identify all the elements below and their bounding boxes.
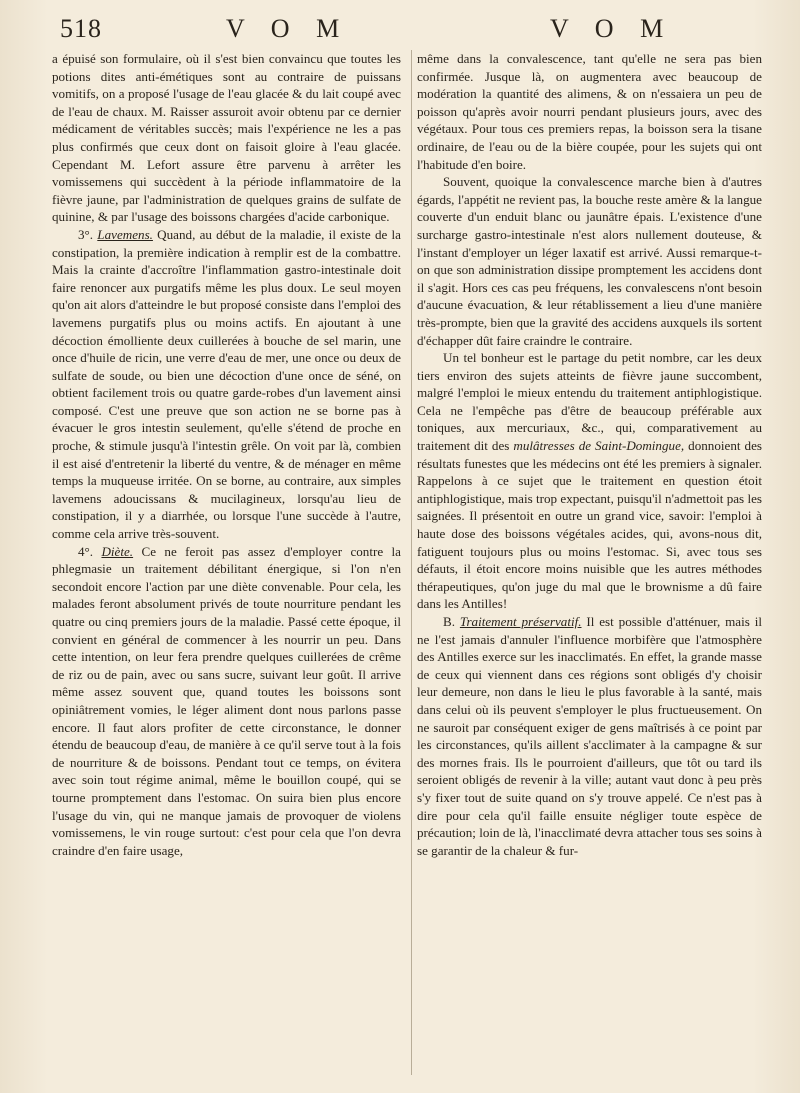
paragraph-diete (52, 543, 401, 860)
paragraph-text: Ce ne feroit pas assez d'employer contre la phlegmasie un traitement débilitant énergique, si l'on n'en secondoit encore l'action par une diète convenable. Pour cela, les malades feront absolument privés de toute nourriture pendant les quatre ou cinq premiers jours de la maladie. Passé cette époque, il convient en général de commencer à les nourrir un peu. Dans cette intention, on leur fera prendre quelques cuillerées de crême de riz ou de pain, avec ou sans sucre, suivant leur goût. Il arrive même assez souvent que, quand toutes les boissons sont opiniâtrement vomies, le léger aliment dont nous parlons passe encore. Il faut alors profiter de cette circonstance, le donner étendu de beaucoup d'eau, de manière à ce qu'il serve tout à la fois de nourriture & de boissons. Pendant tout ce temps, on évitera avec soin tout régime animal, même le bouillon coupé, qui se tourne promptement dans l'estomac. On suira bien plus encore l'usage du vin, qui ne manque jamais de provoquer de violens vomissemens, le vin rouge surtout: c'est pour cela que l'on devra craindre d'en faire usage, (52, 543, 401, 858)
paragraph (417, 349, 762, 613)
section-title: Traitement préservatif. (459, 614, 582, 629)
section-number: 3°. (78, 226, 94, 242)
paragraph: Souvent, quoique la convalescence marche bien à d'autres égards, l'appétit ne revient pas, la bouche reste amère & la langue couverte d'un enduit blanc ou jaunâtre épais. L'existence d'une surcharge gastro-intestinale n'est alors nullement douteuse, & l'instant d'employer un léger laxatif est arrivé. Aussi remarque-t-on que son administration dissipe promptement les accidens dont il s'agit. Hors ces cas peu fréquens, les convalescens n'ont besoin d'aucune évacuation, & leur rétablissement a lieu d'une manière très-prompte, bien que la gravité des accidens auxquels ils sortent d'échapper dût faire craindre le contraire. (417, 174, 762, 348)
section-number: 4°. (78, 543, 94, 559)
right-column (407, 50, 762, 1075)
section-number: B. (443, 614, 456, 629)
running-head-left: V O M (226, 14, 350, 43)
paragraph-text: Il est possible d'atténuer, mais il ne l'est jamais d'annuler l'influence morbifère que l'atmosphère des Antilles exerce sur les inacclimatés. En effet, la grande masse de ceux qui viennent dans ces régions sont obligés d'y choisir leur demeure, non dans le lieu le plus favorable à la santé, mais dans celui où ils peuvent s'employer le plus fructueusement. On ne sauroit par conséquent exiger de gens maîtrisés à ce point par les circonstances, qu'ils aillent s'acclimater à la campagne & sur des mornes frais. Ils le pourroient d'ailleurs, que tôt ou tard ils seroient obligés de revenir à la ville; autant vaut donc à peu près s'y fixer tout de suite quand on s'y trouve appelé. Ce n'est pas à dire pour cela qu'il faille ensuite négliger toute espèce de précaution; loin de là, l'inacclimaté devra attacher tous ses soins à se garantir de la chaleur & fur- (417, 614, 762, 858)
paragraph-lavemens (52, 226, 401, 543)
paragraph-text: Quand, au début de la maladie, il existe de la constipation, la première indication à remplir est de la combattre. Mais la crainte d'accroître l'inflammation gastro-intestinale doit faire renoncer aux purgatifs même les plus doux. Le seul moyen qu'on ait alors d'atteindre le but proposé consiste dans l'emploi des lavemens purgatifs plus ou moins actifs. En ajoutant à une décoction émolliente deux cuillerées à bouche de sel marin, une once d'huile de ricin, une verre d'eau de mer, une once ou deux de sulfate de soude, ou bien une décoction d'une once de séné, on obtient facilement trois ou quatre garde-robes d'un lavement ainsi composé. C'est une preuve que son action ne se borne pas à évacuer le gros intestin seulement, qu'elle s'étend de proche en proche, & stimule jusqu'à l'intestin grêle. On voit par là, combien il est aisé d'entretenir la liberté du ventre, & de ménager en même temps la muqueuse irritée. On se borne, au contraire, aux simples lavemens adoucissans & mucilagineux, lorsqu'au lieu de constipation, il y a diarrhée, ou lorsque l'une succède à l'autre, comme cela arrive très-souvent. (52, 226, 401, 542)
left-column (52, 50, 407, 1075)
paragraph: a épuisé son formulaire, où il s'est bien convaincu que toutes les potions dites anti-émétiques sont au contraire de puissans vomitifs, on a proposé l'usage de l'eau glacée & du lait coupé avec de l'eau de chaux. M. Raisser assuroit avoir obtenu par ce dernier médicament de véritables succès; mais l'expérience ne les a pas plus confirmés que ceux dont on faisoit gloire à l'eau glacée. Cependant M. Lefort assure être parvenu à arrêter les vomissemens qui succèdent à la période inflammatoire de la fièvre jaune, par l'administration de quelques grains de sulfate de quinine, & par l'usage des boissons chargées d'acide carbonique. (52, 51, 401, 225)
section-title: Lavemens. (97, 226, 153, 242)
paragraph: même dans la convalescence, tant qu'elle ne sera pas bien confirmée. Jusque là, on augmentera avec beaucoup de modération la quantité des alimens, & on n'essaiera un peu de poisson qu'après avoir nourri pendant plusieurs jours, avec des végétaux. Pour tous ces premiers repas, la boisson sera la tisane ordinaire, de l'eau ou de la bière coupée, pour les sujets qui ont l'habitude d'en boire. (417, 51, 762, 172)
section-title: Diète. (101, 543, 134, 559)
paragraph-text: donnoient des résultats funestes que les médecins ont été les premiers à signaler. Rappelons à ce sujet que le traitement en question étoit antiphlogistique, mais trop expectant, puisqu'il n'admettoit pas les saignées. Il présentoit en outre un grand vice, savoir: l'emploi à haute dose des boissons végétales acides, qui, avons-nous dit, fatiguent toujours plus ou moins l'estomac. Si, avec tous ses défauts, il étoit encore moins nuisible que les autres méthodes thérapeutiques, qu'on juge du mal que le brownisme a dû faire dans les Antilles! (417, 438, 762, 612)
paragraph-text: Un tel bonheur est le partage du petit nombre, car les deux tiers environ des sujets atteints de fièvre jaune succombent, malgré l'emploi le mieux entendu du traitement antiphlogistique. Cela ne l'empêche pas d'être de beaucoup préférable aux toniques, aux mercuriaux, &c., qui, comparativement au traitement dit des (417, 350, 762, 454)
page-header (40, 14, 760, 48)
text-columns (52, 50, 762, 1075)
running-head-right: V O M (550, 14, 674, 43)
page-number: 518 (60, 14, 102, 43)
emphasized-text: mulâtresses de Saint-Domingue, (513, 438, 685, 454)
paragraph-preservatif (417, 613, 762, 859)
